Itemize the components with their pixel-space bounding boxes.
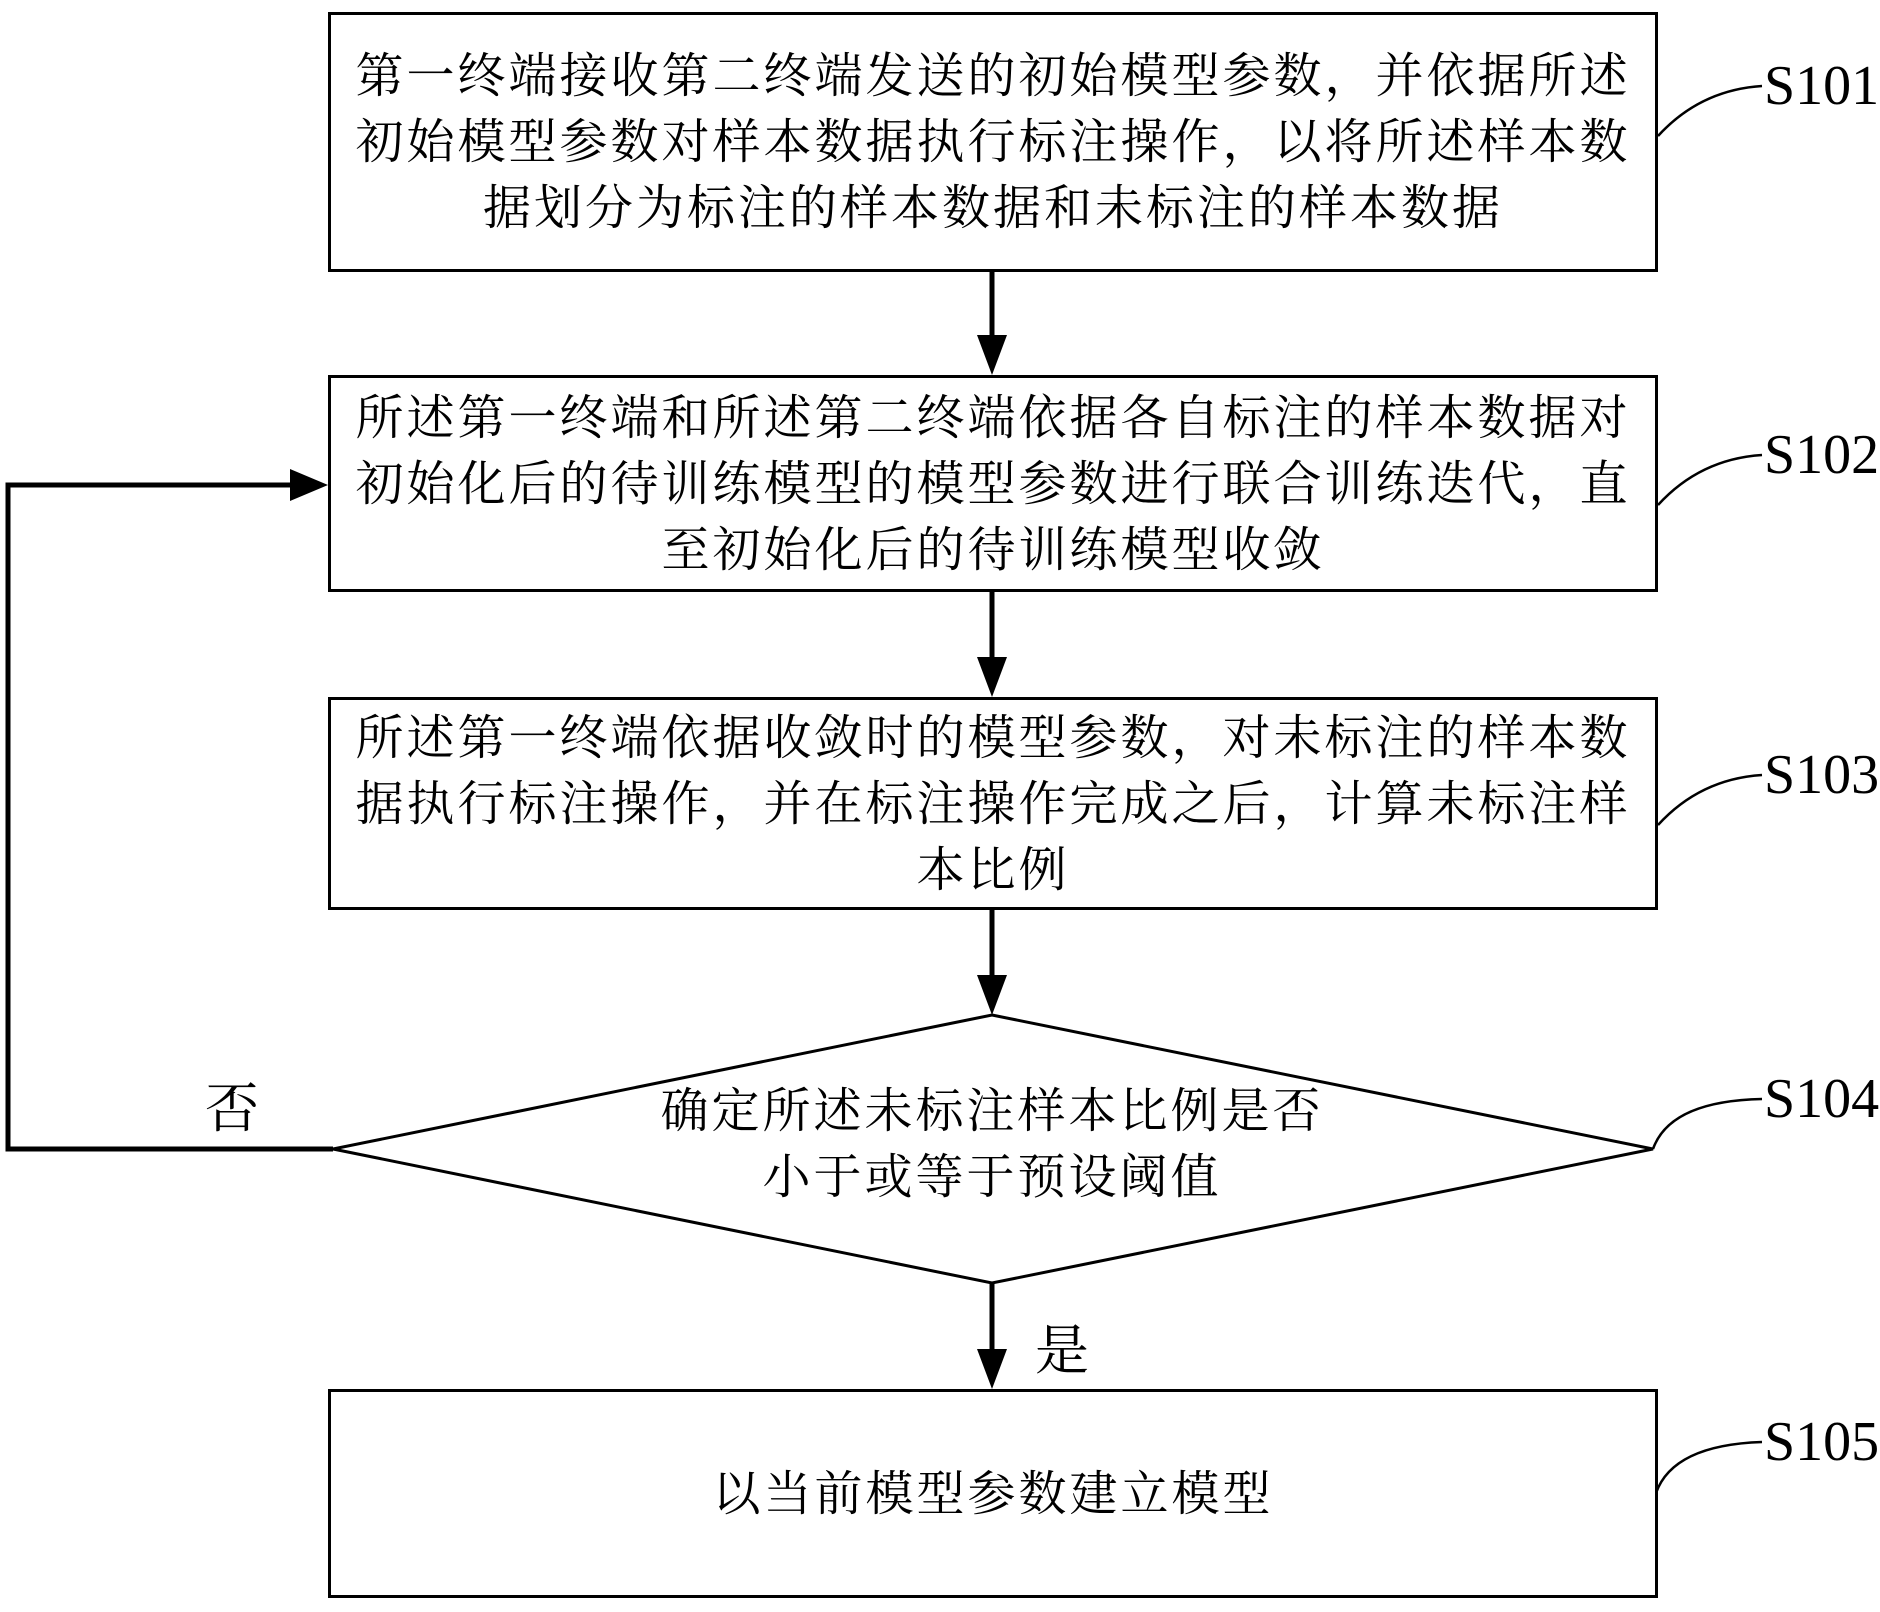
step-label-s105: S105	[1764, 1411, 1880, 1473]
flow-box-s102-line3: 至初始化后的待训练模型收敛	[661, 521, 1325, 578]
flow-box-s101-line1: 第一终端接收第二终端发送的初始模型参数，并依据所述	[355, 48, 1631, 104]
arrow-s102-s103-head	[977, 657, 1007, 697]
flow-box-s101	[328, 12, 1658, 272]
flow-box-s105	[328, 1389, 1658, 1598]
leader-s105	[1656, 1442, 1762, 1493]
step-label-s101: S101	[1764, 55, 1880, 117]
leader-s103	[1658, 775, 1762, 825]
decision-text-s104-line1: 确定所述未标注样本比例是否	[660, 1083, 1324, 1139]
flow-box-s105-line1: 以当前模型参数建立模型	[712, 1465, 1274, 1522]
flow-box-s103-line3: 本比例	[916, 841, 1070, 898]
step-label-s102: S102	[1764, 424, 1880, 486]
flow-box-s102-line2: 初始化后的待训练模型的模型参数进行联合训练迭代，直	[355, 455, 1631, 512]
decision-text-s104-line2: 小于或等于预设阈值	[762, 1149, 1222, 1205]
leader-s102	[1658, 455, 1762, 505]
branch-label-no: 否	[205, 1077, 259, 1140]
arrow-s104-s105-head	[977, 1349, 1007, 1389]
flow-box-s103-line1: 所述第一终端依据收敛时的模型参数，对未标注的样本数	[355, 709, 1631, 766]
loop-no-branch-arrowhead	[290, 469, 328, 501]
arrow-s103-s104-head	[977, 975, 1007, 1015]
arrow-s101-s102-head	[977, 335, 1007, 375]
leader-s101	[1658, 86, 1762, 136]
step-label-s103: S103	[1764, 744, 1880, 806]
flow-box-s101-line2: 初始模型参数对样本数据执行标注操作，以将所述样本数	[355, 114, 1631, 170]
flow-box-s103	[328, 697, 1658, 910]
step-label-s104: S104	[1764, 1068, 1880, 1130]
flow-box-s101-line3: 据划分为标注的样本数据和未标注的样本数据	[482, 180, 1503, 236]
flow-box-s102-line1: 所述第一终端和所述第二终端依据各自标注的样本数据对	[355, 389, 1631, 446]
loop-no-branch-line	[8, 485, 333, 1149]
flow-box-s102	[328, 375, 1658, 592]
branch-label-yes: 是	[1035, 1319, 1089, 1382]
leader-s104	[1653, 1099, 1762, 1149]
decision-text-s104	[492, 1078, 1492, 1210]
flow-box-s103-line2: 据执行标注操作，并在标注操作完成之后，计算未标注样	[355, 775, 1631, 832]
